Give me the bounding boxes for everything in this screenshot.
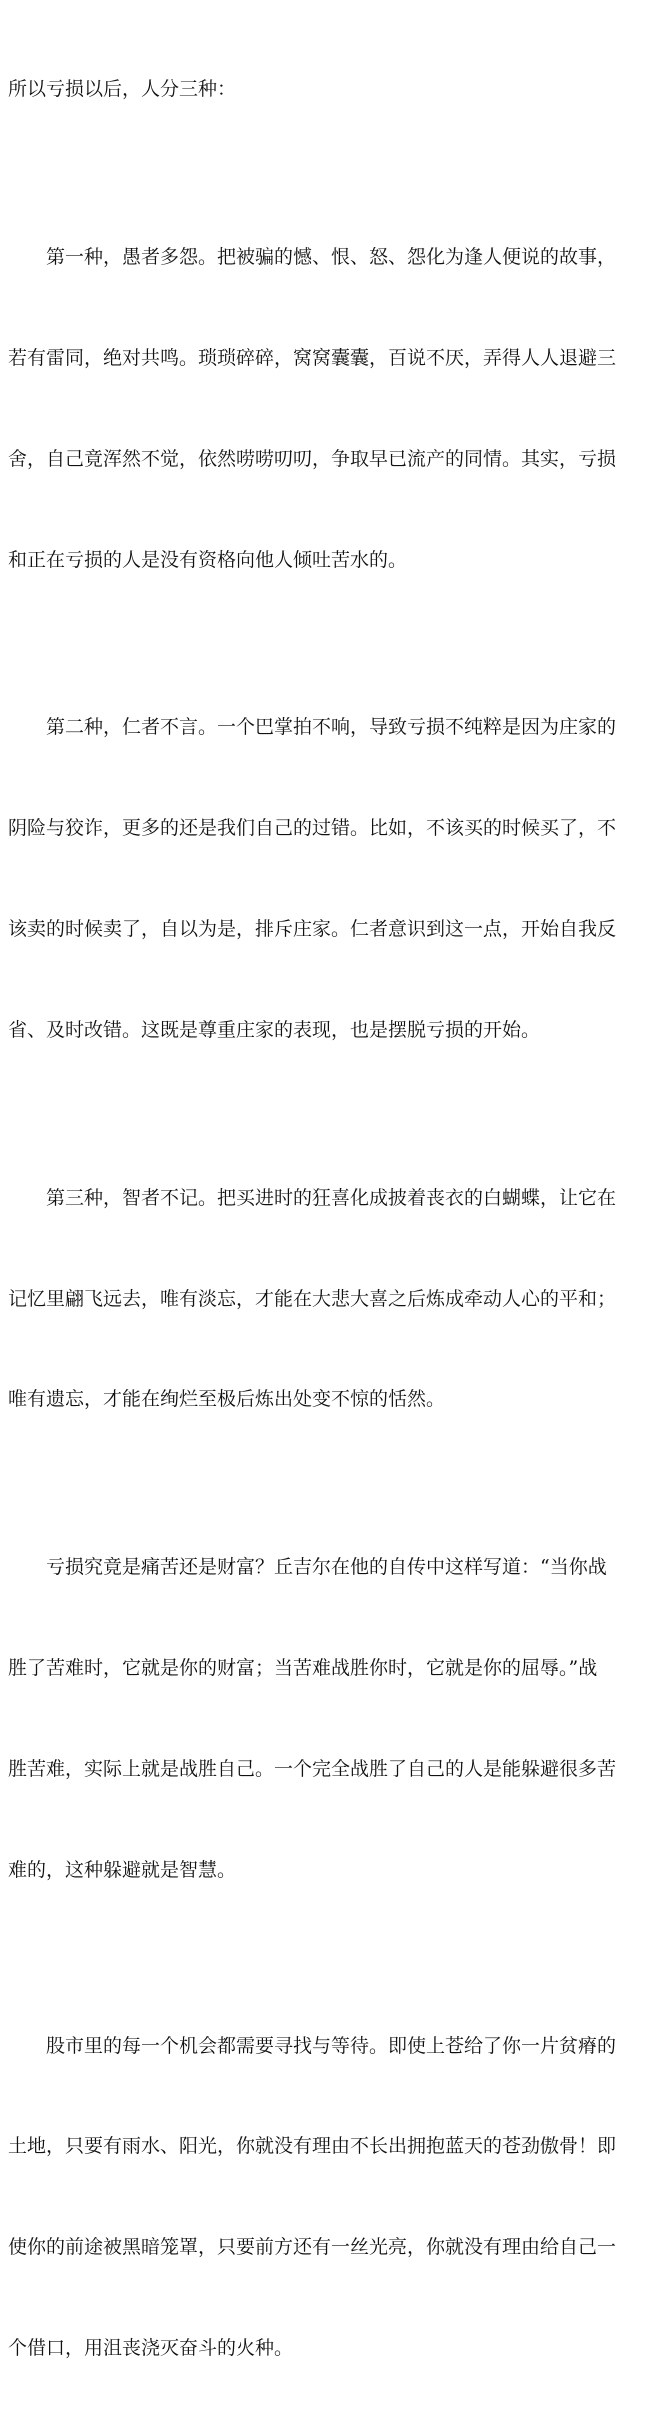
paragraph-benevolent	[8, 644, 647, 1114]
paragraph-fool	[8, 174, 647, 644]
text-line: 所以亏损以后，人分三种：	[8, 78, 237, 101]
text-line: 亏损究竟是痛苦还是财富？丘吉尔在他的自传中这样写道：“当你战	[46, 1556, 607, 1579]
text-line: 第一种，愚者多怨。把被骗的憾、恨、怒、怨化为逢人便说的故事，	[46, 246, 617, 269]
text-line: 胜苦难，实际上就是战胜自己。一个完全战胜了自己的人是能躲避很多苦	[8, 1757, 617, 1780]
text-line: 阴险与狡诈，更多的还是我们自己的过错。比如，不该买的时候买了，不	[8, 817, 617, 840]
text-line: 土地，只要有雨水、阳光，你就没有理由不长出拥抱蓝天的苍劲傲骨！即	[8, 2135, 617, 2158]
text-line: 股市里的每一个机会都需要寻找与等待。即使上苍给了你一片贫瘠的	[46, 2034, 617, 2057]
text-line: 第三种，智者不记。把买进时的狂喜化成披着丧衣的白蝴蝶，让它在	[46, 1186, 617, 1209]
intro-line	[8, 6, 647, 174]
paragraph-opportunity	[8, 1962, 647, 2432]
text-line: 省、及时改错。这既是尊重庄家的表现，也是摆脱亏损的开始。	[8, 1018, 541, 1041]
text-line: 唯有遗忘，才能在绚烂至极后炼出处变不惊的恬然。	[8, 1388, 446, 1411]
paragraph-wise	[8, 1115, 647, 1485]
text-line: 和正在亏损的人是没有资格向他人倾吐苦水的。	[8, 548, 408, 571]
text-line: 个借口，用沮丧浇灭奋斗的火种。	[8, 2336, 294, 2359]
text-line: 第二种，仁者不言。一个巴掌拍不响，导致亏损不纯粹是因为庄家的	[46, 716, 617, 739]
text-line: 该卖的时候卖了，自以为是，排斥庄家。仁者意识到这一点，开始自我反	[8, 918, 617, 941]
text-line: 若有雷同，绝对共鸣。琐琐碎碎，窝窝囊囊，百说不厌，弄得人人退避三	[8, 346, 617, 369]
text-line: 记忆里翩飞远去，唯有淡忘，才能在大悲大喜之后炼成牵动人心的平和；	[8, 1287, 617, 1310]
text-line: 难的，这种躲避就是智慧。	[8, 1858, 237, 1881]
text-line: 胜了苦难时，它就是你的财富；当苦难战胜你时，它就是你的屈辱。”战	[8, 1657, 598, 1680]
paragraph-loss-or-wealth	[8, 1484, 647, 1954]
text-line: 使你的前途被黑暗笼罩，只要前方还有一丝光亮，你就没有理由给自己一	[8, 2236, 617, 2259]
text-line: 舍，自己竟浑然不觉，依然唠唠叨叨，争取早已流产的同情。其实，亏损	[8, 447, 617, 470]
